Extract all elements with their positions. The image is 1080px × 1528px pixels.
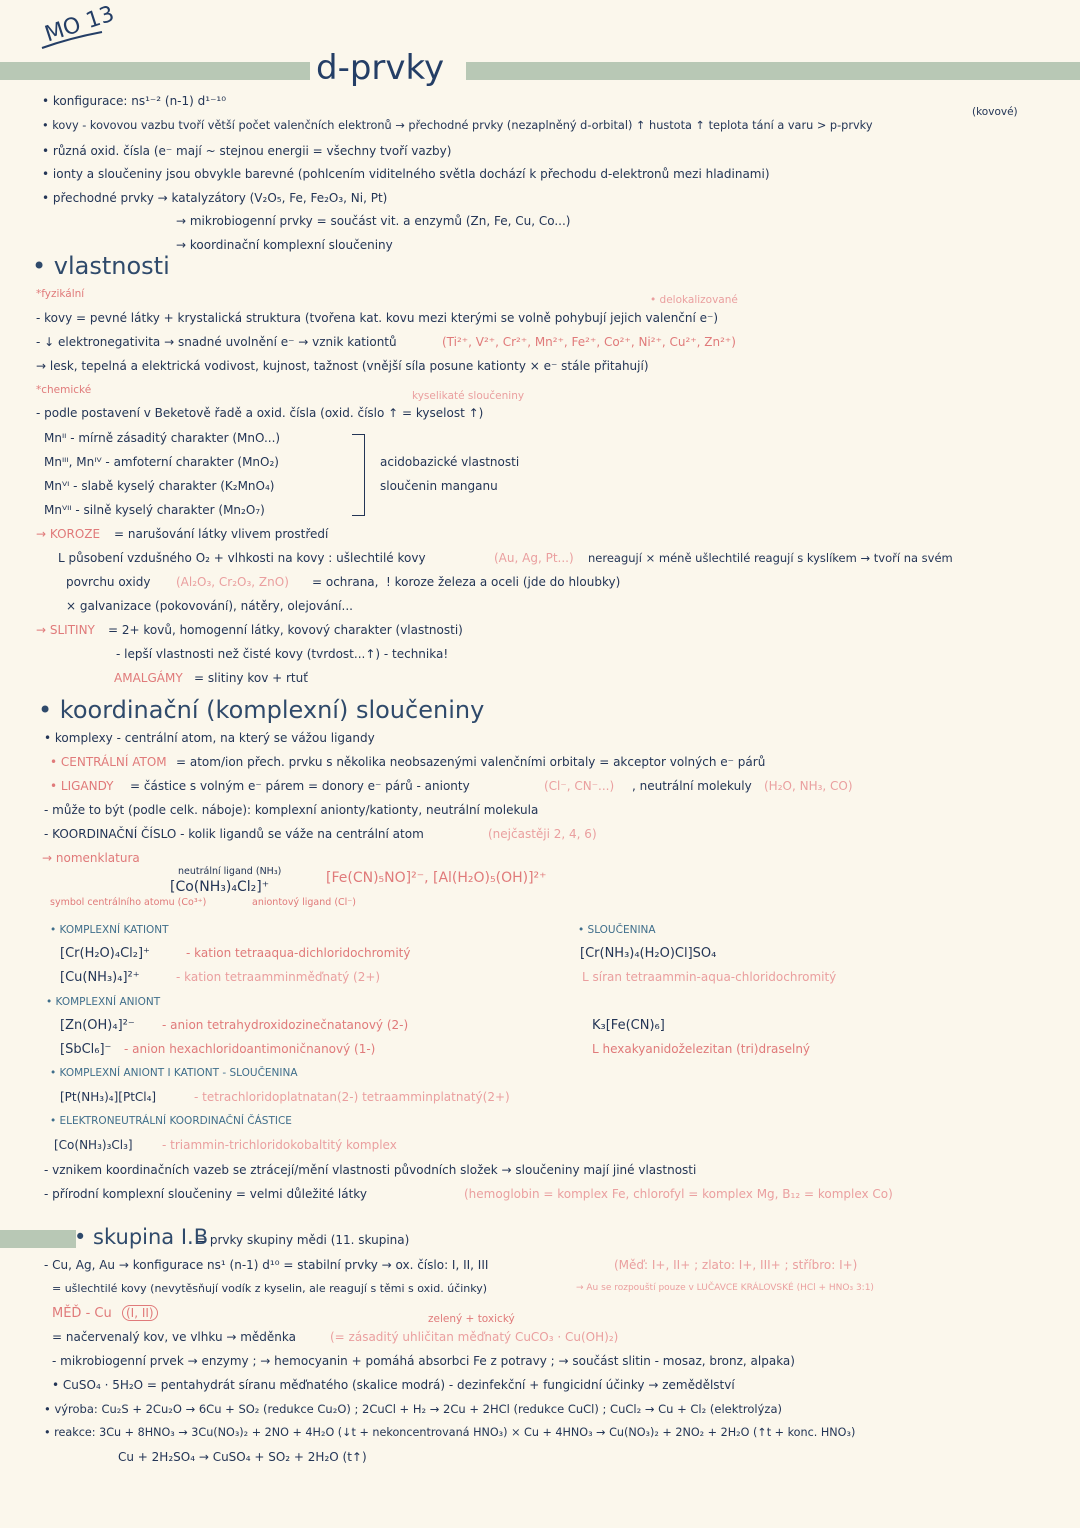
intro-line-2: • kovy - kovovou vazbu tvoří větší počet valenčních elektronů → přechodné prvky (nezaplněný d-orbital) ↑ hustota ↑ teplota tání a varu > p-prvky <box>42 119 873 132</box>
section-skupina-heading: • skupina I.B <box>74 1225 209 1249</box>
kk-formula-1: [Cr(H₂O)₄Cl₂]⁺ <box>60 946 150 961</box>
ka-name-2: - anion hexachloridoantimoničnanový (1-) <box>124 1042 376 1056</box>
label-aniont-kationt: • KOMPLEXNÍ ANIONT I KATIONT - SLOUČENINA <box>50 1067 298 1079</box>
slitiny-text: = 2+ kovů, homogenní látky, kovový charakter (vlastnosti) <box>108 623 463 637</box>
skupina-line-6: • výroba: Cu₂S + 2Cu₂O → 6Cu + SO₂ (redukce Cu₂O) ; 2CuCl + H₂ → 2Cu + 2HCl (redukce CuCl) ; CuCl₂ → Cu + Cl₂ (elektrolýza) <box>44 1402 782 1416</box>
mn-side-2: sloučenin manganu <box>380 479 498 493</box>
ek-name-1: - triammin-trichloridokobaltitý komplex <box>162 1138 397 1152</box>
mn-line-3: Mnⱽᴵ - slabě kyselý charakter (K₂MnO₄) <box>44 479 275 493</box>
koroze-line-2b: (Al₂O₃, Cr₂O₃, ZnO) <box>176 575 289 589</box>
title-bar-left <box>0 62 310 80</box>
label-amalgamy: AMALGÁMY <box>114 671 183 685</box>
skupina-heading-note: = prvky skupiny mědi (11. skupina) <box>196 1233 410 1247</box>
skupina-line-8: Cu + 2H₂SO₄ → CuSO₄ + SO₂ + 2H₂O (t↑) <box>118 1450 367 1464</box>
ka-name-1: - anion tetrahydroxidozinečnatanový (2-) <box>162 1018 409 1032</box>
kk-formula-2: [Cu(NH₃)₄]²⁺ <box>60 970 140 985</box>
koroze-line-1b: (Au, Ag, Pt...) <box>494 551 574 565</box>
fyz-line-2: - ↓ elektronegativita → snadné uvolnění e⁻ → vznik kationtů <box>36 335 397 349</box>
ligandy-ex-1: (Cl⁻, CN⁻...) <box>544 779 615 793</box>
koroze-line-3: × galvanizace (pokovování), nátěry, olejování... <box>66 599 353 613</box>
skupina-line-5: • CuSO₄ · 5H₂O = pentahydrát síranu měďnatého (skalice modrá) - dezinfekční + fungicidní účinky → zemědělství <box>52 1378 735 1392</box>
ek-formula-1: [Co(NH₃)₃Cl₃] <box>54 1138 133 1152</box>
fyz-line-3: → lesk, tepelná a elektrická vodivost, kujnost, tažnost (vnější síla posune kationty × e⁻ stále přitahují) <box>36 359 649 373</box>
label-sloucenina: • SLOUČENINA <box>578 924 656 936</box>
intro-note-kovove: (kovové) <box>972 106 1018 118</box>
label-komplexni-kationt: • KOMPLEXNÍ KATIONT <box>50 924 169 936</box>
section-koord-heading: • koordinační (komplexní) sloučeniny <box>38 696 485 724</box>
kak-formula-1: [Pt(NH₃)₄][PtCl₄] <box>60 1090 157 1104</box>
mn-side-1: acidobazické vlastnosti <box>380 455 520 469</box>
kk-name-1: - kation tetraaqua-dichloridochromitý <box>186 946 411 960</box>
ka-formula-2: [SbCl₆]⁻ <box>60 1042 112 1057</box>
skupina-line-1-note: (Měď: I+, II+ ; zlato: I+, III+ ; stříbro: I+) <box>614 1258 858 1272</box>
koord-cislo-note: (nejčastěji 2, 4, 6) <box>488 827 597 841</box>
mn-line-1: Mnᴵᴵ - mírně zásaditý charakter (MnO...) <box>44 431 281 445</box>
slitiny-line-2: - lepší vlastnosti než čisté kovy (tvrdost...↑) - technika! <box>116 647 449 661</box>
fyz-cations: (Ti²⁺, V²⁺, Cr²⁺, Mn²⁺, Fe²⁺, Co²⁺, Ni²⁺, Cu²⁺, Zn²⁺) <box>442 335 736 349</box>
mn-line-4: Mnⱽᴵᴵ - silně kyselý charakter (Mn₂O₇) <box>44 503 265 517</box>
intro-line-7: → koordinační komplexní sloučeniny <box>176 238 393 252</box>
koord-muze: - může to být (podle celk. náboje): komplexní anionty/kationty, neutrální molekula <box>44 803 539 817</box>
intro-line-6: → mikrobiogenní prvky = součást vit. a enzymů (Zn, Fe, Cu, Co...) <box>176 214 571 228</box>
koord-prirodni-note: (hemoglobin = komplex Fe, chlorofyl = komplex Mg, B₁₂ = komplex Co) <box>464 1187 893 1201</box>
intro-line-5: • přechodné prvky → katalyzátory (V₂O₅, Fe, Fe₂O₃, Ni, Pt) <box>42 191 388 205</box>
koord-cislo: - KOORDINAČNÍ ČÍSLO - kolik ligandů se váže na centrální atom <box>44 827 424 841</box>
skupina-line-3: = načervenalý kov, ve vlhku → měděnka <box>52 1330 297 1344</box>
koord-komplexy: • komplexy - centrální atom, na který se vážou ligandy <box>44 731 375 745</box>
mn-bracket <box>352 434 365 516</box>
label-fyzikalni: *fyzikální <box>36 288 85 300</box>
label-nomenklatura: → nomenklatura <box>42 851 140 865</box>
mn-line-2: Mnᴵᴵᴵ, Mnᴵⱽ - amfoterní charakter (MnO₂) <box>44 455 279 469</box>
koord-vznik: - vznikem koordinačních vazeb se ztrácejí/mění vlastnosti původních složek → sloučeniny mají jiné vlastnosti <box>44 1163 697 1177</box>
zeleny-toxicky-note: zelený + toxický <box>428 1313 515 1325</box>
skupina-line-2: = ušlechtilé kovy (nevytěsňují vodík z kyselin, ale reagují s těmi s oxid. účinky) <box>52 1282 488 1295</box>
fyz-line-1: - kovy = pevné látky + krystalická struktura (tvořena kat. kovu mezi kterými se volně pohybují jejich valenční e⁻) <box>36 311 719 325</box>
label-centralni-atom: • CENTRÁLNÍ ATOM <box>50 755 167 769</box>
label-elektroneutralni: • ELEKTRONEUTRÁLNÍ KOORDINAČNÍ ČÁSTICE <box>50 1115 292 1127</box>
corner-tag: MO 13 <box>41 1 118 48</box>
nomen-anion-note: aniontový ligand (Cl⁻) <box>252 897 357 908</box>
ligandy-ex-2: (H₂O, NH₃, CO) <box>764 779 853 793</box>
koroze-line-2a: povrchu oxidy <box>66 575 151 589</box>
corner-tag-underline-icon <box>40 32 110 52</box>
sl-formula-2: K₃[Fe(CN)₆] <box>592 1018 665 1033</box>
centralni-atom-text: = atom/ion přech. prvku s několika neobsazenými valenčními orbitaly = akceptor volných e⁻ párů <box>176 755 766 769</box>
skupina-bar <box>0 1230 76 1248</box>
label-ligandy: • LIGANDY <box>50 779 114 793</box>
koroze-line-1a: L působení vzdušného O₂ + vlhkosti na kovy : ušlechtilé kovy <box>58 551 426 565</box>
med-label: MĚĎ - Cu <box>52 1306 112 1321</box>
chem-line: - podle postavení v Beketově řadě a oxid. čísla (oxid. číslo ↑ = kyselost ↑) <box>36 406 484 420</box>
sl-name-1: L síran tetraammin-aqua-chloridochromitý <box>582 970 837 984</box>
label-slitiny: → SLITINY <box>36 623 95 637</box>
label-komplexni-aniont: • KOMPLEXNÍ ANIONT <box>46 996 161 1008</box>
med-ox: (I, II) <box>122 1305 158 1321</box>
koroze-text: = narušování látky vlivem prostředí <box>114 527 329 541</box>
kk-name-2: - kation tetraamminměďnatý (2+) <box>176 970 381 984</box>
page-title: d-prvky <box>316 48 445 88</box>
kak-name-1: - tetrachloridoplatnatan(2-) tetraamminplatnatý(2+) <box>194 1090 510 1104</box>
skupina-line-3-note: (= zásaditý uhličitan měďnatý CuCO₃ · Cu(OH)₂) <box>330 1330 619 1344</box>
koroze-line-1c: nereagují × méně ušlechtilé reagují s kyslíkem → tvoří na svém <box>588 551 953 565</box>
nomen-neutral-note: neutrální ligand (NH₃) <box>178 866 282 877</box>
skupina-line-7: • reakce: 3Cu + 8HNO₃ → 3Cu(NO₃)₂ + 2NO + 4H₂O (↓t + nekoncentrovaná HNO₃) × Cu + 4HNO₃ → Cu(NO₃)₂ + 2NO₂ + 2H₂O (↑t + konc. HNO₃) <box>44 1426 856 1439</box>
intro-line-3: • různá oxid. čísla (e⁻ mají ~ stejnou energii = všechny tvoří vazby) <box>42 144 452 158</box>
nomen-symbol-note: symbol centrálního atomu (Co³⁺) <box>50 897 207 908</box>
skupina-line-2-note: → Au se rozpouští pouze v LUČAVCE KRÁLOVSKÉ (HCl + HNO₃ 3:1) <box>576 1283 874 1293</box>
intro-line-4: • ionty a sloučeniny jsou obvykle barevné (pohlcením viditelného světla dochází k přechodu d-elektronů mezi hladinami) <box>42 167 770 181</box>
intro-line-1: • konfigurace: ns¹⁻² (n-1) d¹⁻¹⁰ <box>42 94 227 108</box>
title-bar-right <box>466 62 1080 80</box>
nomen-formula-2: [Fe(CN)₅NO]²⁻, [Al(H₂O)₅(OH)]²⁺ <box>326 870 547 886</box>
label-chemicke: *chemické <box>36 384 92 396</box>
ligandy-mid: , neutrální molekuly <box>632 779 752 793</box>
nomen-formula-1: [Co(NH₃)₄Cl₂]⁺ <box>170 879 270 895</box>
note-delokalizovane: • delokalizované <box>650 294 738 306</box>
amalgamy-text: = slitiny kov + rtuť <box>194 671 308 685</box>
sl-name-2: L hexakyanidoželezitan (tri)draselný <box>592 1042 811 1056</box>
skupina-line-4: - mikrobiogenní prvek → enzymy ; → hemocyanin + pomáhá absorbci Fe z potravy ; → součást slitin - mosaz, bronz, alpaka) <box>52 1354 795 1368</box>
koord-prirodni: - přírodní komplexní sloučeniny = velmi důležité látky <box>44 1187 367 1201</box>
koroze-line-2d: ! koroze železa a oceli (jde do hloubky) <box>386 575 621 589</box>
skupina-line-1: - Cu, Ag, Au → konfigurace ns¹ (n-1) d¹⁰ = stabilní prvky → ox. číslo: I, II, III <box>44 1258 489 1272</box>
note-kyselikate: kyselikaté sloučeniny <box>412 390 525 402</box>
section-vlastnosti-heading: • vlastnosti <box>32 252 170 280</box>
sl-formula-1: [Cr(NH₃)₄(H₂O)Cl]SO₄ <box>580 946 717 961</box>
ligandy-text: = částice s volným e⁻ párem = donory e⁻ párů - anionty <box>130 779 470 793</box>
koroze-line-2c: = ochrana, <box>312 575 379 589</box>
label-koroze: → KOROZE <box>36 527 101 541</box>
ka-formula-1: [Zn(OH)₄]²⁻ <box>60 1018 135 1033</box>
